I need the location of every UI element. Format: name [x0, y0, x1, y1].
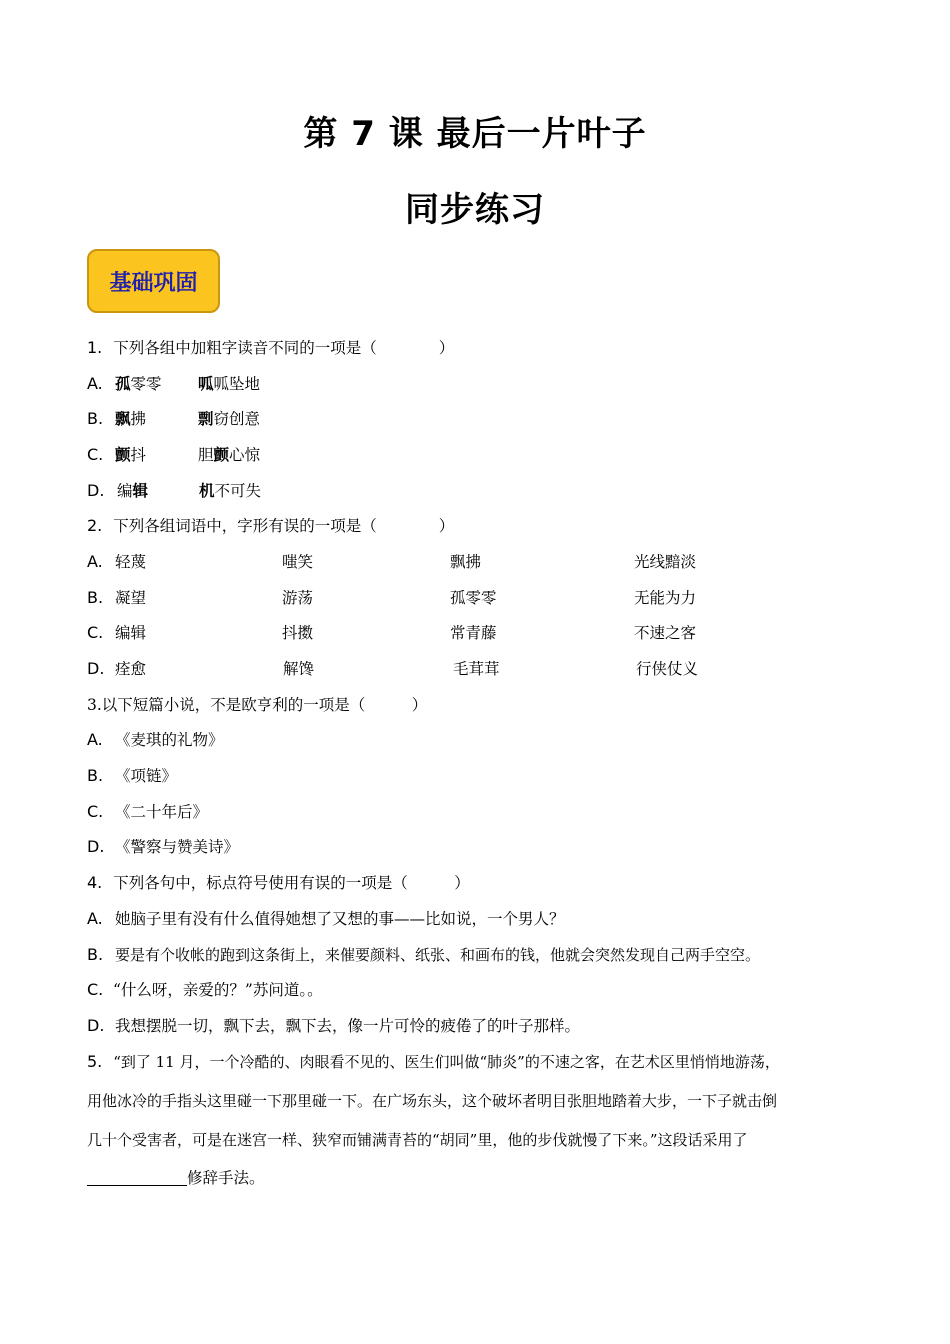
option-label: C.	[87, 980, 104, 999]
option-word: 痊愈	[115, 660, 147, 678]
option-word: 编辑	[115, 624, 147, 642]
q2-option-a	[87, 551, 697, 573]
option-word: 不速之客	[634, 624, 697, 642]
option-label: A.	[87, 909, 103, 928]
option-label: C.	[87, 802, 104, 821]
question-text: 下列各句中，标点符号使用有误的一项是（ ）	[113, 874, 470, 892]
option-word: 毛茸茸	[453, 660, 500, 678]
option-label: B.	[87, 766, 104, 785]
option-text: 要是有个收帐的跑到这条街上，来催要颜料、纸张、和画布的钱，他就会突然发现自己两手空空。	[115, 946, 761, 964]
option-label: D.	[87, 481, 105, 500]
option-word: 常青藤	[450, 624, 497, 642]
option-label: D.	[87, 1016, 105, 1035]
question-3-stem: 3.以下短篇小说，不是欧亨利的一项是（ ）	[87, 696, 428, 714]
q2-option-c	[87, 622, 697, 644]
option-word-1: 编辑	[117, 481, 149, 500]
answer-blank[interactable]	[87, 1169, 187, 1186]
q2-option-d	[87, 658, 699, 680]
question-5-line-3: 几十个受害者，可是在迷宫一样、狭窄而铺满青苔的“胡同”里，他的步伐就慢了下来。”这段话采用了	[87, 1131, 748, 1149]
option-text: “什么呀，亲爱的？”苏问道。。	[113, 981, 323, 999]
option-word-1: 颤抖	[115, 445, 147, 464]
q3-option-b	[87, 765, 178, 787]
question-4-stem	[87, 872, 470, 894]
q3-option-d	[87, 836, 240, 858]
question-text: 下列各组中加粗字读音不同的一项是（ ）	[113, 339, 455, 357]
option-label: B.	[87, 409, 104, 428]
question-1-stem	[87, 337, 454, 359]
question-number: 2.	[87, 516, 103, 535]
q4-option-c	[87, 979, 323, 1001]
option-word: 飘拂	[450, 553, 482, 571]
question-number: 5.	[87, 1052, 103, 1071]
option-word-2: 呱呱坠地	[198, 374, 261, 393]
q4-option-b	[87, 944, 761, 966]
option-word: 嗤笑	[282, 553, 314, 571]
option-text: 《项链》	[115, 767, 178, 785]
option-word: 光线黯淡	[634, 553, 697, 571]
option-label: D.	[87, 659, 105, 678]
option-label: A.	[87, 374, 103, 393]
question-5-line-4	[87, 1167, 265, 1189]
option-text: 她脑子里有没有什么值得她想了又想的事——比如说，一个男人？	[115, 910, 565, 928]
option-label: C.	[87, 445, 104, 464]
option-word: 凝望	[115, 589, 147, 607]
q2-option-b	[87, 587, 697, 609]
option-text: 《警察与赞美诗》	[115, 838, 240, 856]
q4-option-a	[87, 908, 565, 930]
option-word: 轻蔑	[115, 553, 147, 571]
question-5-line-2: 用他冰冷的手指头这里碰一下那里碰一下。在广场东头，这个破坏者明目张胆地踏着大步，一下子就击倒	[87, 1092, 778, 1110]
option-text: 《二十年后》	[115, 803, 209, 821]
question-text: “到了 11 月，一个冷酷的、肉眼看不见的、医生们叫做“肺炎”的不速之客，在艺术区里悄悄地游荡，	[113, 1053, 780, 1071]
question-5-line-1	[87, 1051, 780, 1073]
option-word-2: 剽窃创意	[198, 409, 261, 428]
question-text: 修辞手法。	[187, 1169, 265, 1187]
question-number: 1.	[87, 338, 103, 357]
q3-option-c	[87, 801, 209, 823]
page-title: 第 7 课 最后一片叶子	[303, 114, 647, 154]
question-number: 4.	[87, 873, 103, 892]
option-word-2: 机不可失	[199, 481, 262, 500]
q1-option-d	[87, 480, 262, 502]
section-badge: 基础巩固	[87, 249, 220, 313]
option-label: A.	[87, 552, 103, 571]
q4-option-d	[87, 1015, 581, 1037]
option-word-2: 胆颤心惊	[198, 445, 261, 464]
q1-option-b	[87, 408, 261, 430]
option-word: 抖擞	[282, 624, 314, 642]
option-word: 行侠仗义	[636, 660, 699, 678]
q1-option-c	[87, 444, 261, 466]
page-subtitle: 同步练习	[405, 190, 545, 230]
option-label: D.	[87, 837, 105, 856]
q1-option-a	[87, 373, 261, 395]
option-text: 《麦琪的礼物》	[115, 731, 224, 749]
q3-option-a	[87, 729, 224, 751]
option-label: A.	[87, 730, 103, 749]
option-word: 无能为力	[634, 589, 697, 607]
option-word: 游荡	[282, 589, 314, 607]
option-word: 解馋	[283, 660, 315, 678]
question-text: 下列各组词语中，字形有误的一项是（ ）	[113, 517, 455, 535]
option-word-1: 孤零零	[115, 374, 162, 393]
option-label: C.	[87, 623, 104, 642]
option-label: B.	[87, 588, 104, 607]
option-label: B.	[87, 945, 104, 964]
option-word-1: 飘拂	[115, 409, 147, 428]
option-text: 我想摆脱一切，飘下去，飘下去，像一片可怜的疲倦了的叶子那样。	[115, 1017, 581, 1035]
question-2-stem	[87, 515, 454, 537]
option-word: 孤零零	[450, 589, 497, 607]
